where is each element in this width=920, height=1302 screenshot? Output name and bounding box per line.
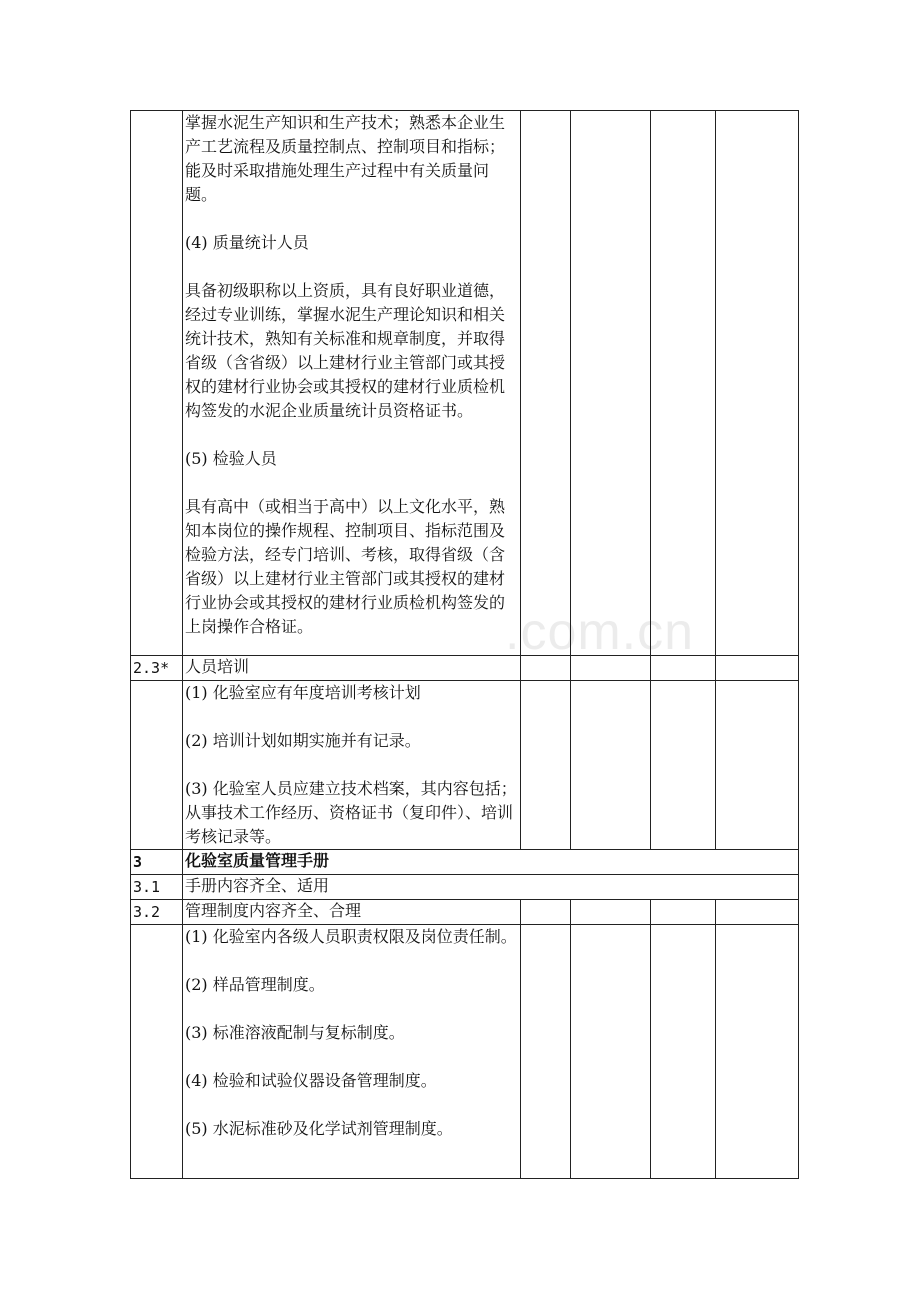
inspection-table bbox=[130, 110, 799, 1179]
table-row bbox=[131, 656, 799, 681]
empty-cell bbox=[716, 681, 799, 850]
table-row bbox=[131, 875, 799, 900]
empty-cell bbox=[716, 925, 799, 1179]
section-number: 3 bbox=[131, 850, 183, 875]
paragraph: 掌握水泥生产知识和生产技术；熟悉本企业生产工艺流程及质量控制点、控制项目和指标；能及时采取措施处理生产过程中有关质量问题。 bbox=[185, 113, 506, 204]
empty-cell bbox=[571, 656, 651, 681]
empty-cell bbox=[521, 900, 571, 925]
paragraph: (3) 标准溶液配制与复标制度。 bbox=[185, 1023, 405, 1042]
paragraph: 具有高中（或相当于高中）以上文化水平，熟知本岗位的操作规程、控制项目、指标范围及检验方法，经专门培训、考核，取得省级（含省级）以上建材行业主管部门或其授权的建材行业协会或其授权的建材行业质检机构签发的上岗操作合格证。 bbox=[185, 497, 506, 636]
empty-cell bbox=[571, 111, 651, 656]
empty-cell bbox=[651, 656, 716, 681]
paragraph: (5) 水泥标准砂及化学试剂管理制度。 bbox=[185, 1119, 453, 1138]
table-row bbox=[131, 111, 799, 656]
item-number: 2.3* bbox=[131, 656, 183, 681]
item-number: 3.1 bbox=[131, 875, 183, 900]
watermark: .com.cn bbox=[505, 603, 695, 661]
table-row bbox=[131, 850, 799, 875]
item-content bbox=[183, 111, 521, 656]
paragraph: (1) 化验室内各级人员职责权限及岗位责任制。 bbox=[185, 927, 517, 946]
empty-cell bbox=[571, 925, 651, 1179]
empty-cell bbox=[716, 111, 799, 656]
item-content bbox=[183, 925, 521, 1179]
empty-cell bbox=[651, 681, 716, 850]
paragraph: (5) 检验人员 bbox=[185, 449, 277, 468]
paragraph: (4) 质量统计人员 bbox=[185, 233, 309, 252]
item-number: 3.2 bbox=[131, 900, 183, 925]
empty-cell bbox=[571, 900, 651, 925]
empty-cell bbox=[651, 111, 716, 656]
item-content bbox=[183, 681, 521, 850]
empty-cell bbox=[521, 681, 571, 850]
paragraph: 具备初级职称以上资质，具有良好职业道德，经过专业训练，掌握水泥生产理论知识和相关统计技术，熟知有关标准和规章制度，并取得省级（含省级）以上建材行业主管部门或其授权的建材行业协会或其授权的建材行业质检机构签发的水泥企业质量统计员资格证书。 bbox=[185, 281, 506, 420]
paragraph: (3) 化验室人员应建立技术档案，其内容包括；从事技术工作经历、资格证书（复印件）、培训考核记录等。 bbox=[185, 779, 517, 846]
empty-cell bbox=[651, 925, 716, 1179]
empty-cell bbox=[716, 656, 799, 681]
paragraph: (2) 培训计划如期实施并有记录。 bbox=[185, 731, 421, 750]
empty-cell bbox=[571, 681, 651, 850]
paragraph: (1) 化验室应有年度培训考核计划 bbox=[185, 683, 421, 702]
item-title: 手册内容齐全、适用 bbox=[183, 875, 799, 900]
table-row bbox=[131, 900, 799, 925]
paragraph: (4) 检验和试验仪器设备管理制度。 bbox=[185, 1071, 437, 1090]
item-number bbox=[131, 925, 183, 1179]
item-title: 人员培训 bbox=[183, 656, 521, 681]
item-number bbox=[131, 681, 183, 850]
empty-cell bbox=[716, 900, 799, 925]
paragraph: (2) 样品管理制度。 bbox=[185, 975, 325, 994]
empty-cell bbox=[521, 925, 571, 1179]
table-row bbox=[131, 681, 799, 850]
empty-cell bbox=[521, 656, 571, 681]
table-row bbox=[131, 925, 799, 1179]
section-title: 化验室质量管理手册 bbox=[183, 850, 799, 875]
item-title: 管理制度内容齐全、合理 bbox=[183, 900, 521, 925]
item-number bbox=[131, 111, 183, 656]
empty-cell bbox=[521, 111, 571, 656]
empty-cell bbox=[651, 900, 716, 925]
